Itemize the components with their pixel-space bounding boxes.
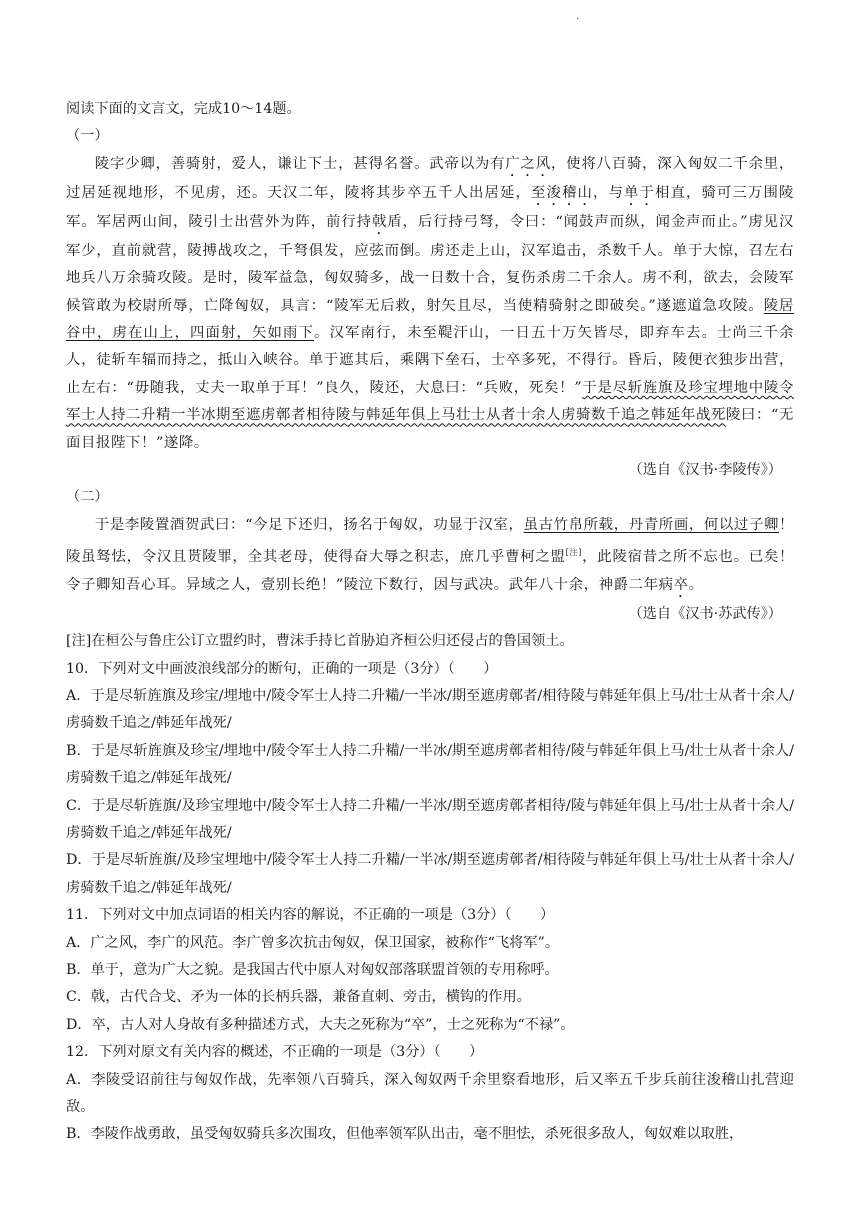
footnote-ref: [注] xyxy=(565,548,583,558)
part2-passage xyxy=(66,512,794,601)
question-11-stem: 11．下列对文中加点词语的相关内容的解说，不正确的一项是（3分）（ ） xyxy=(66,907,555,924)
question-10-option-b: B．于是尽斩旌旗及珍宝/埋地中/陵令军士人持二升糒/一半冰/期至遮虏鄣者相待/陵与韩延年俱上马/壮士从者十余人/虏骑数千追之/韩延年战死/ xyxy=(66,742,794,787)
passage-text: ，此陵宿昔之所不忘也。已矣！令子卿知吾心耳。异域之人，壹别长绝！”陵泣下数行，因与武决。武年八十余，神爵二年病 xyxy=(66,549,794,593)
question-10-stem: 10．下列对文中画波浪线部分的断句，正确的一项是（3分）（ ） xyxy=(66,660,498,677)
question-11-option-c: C．戟，古代合戈、矛为一体的长柄兵器，兼备直刺、旁击，横钩的作用。 xyxy=(66,989,531,1006)
question-11-option-b: B．单于，意为广大之貌。是我国古代中原人对匈奴部落联盟首领的专用称呼。 xyxy=(66,961,559,978)
dotted-word: 戟 xyxy=(371,213,388,230)
question-12-option-b: B．李陵作战勇敢，虽受匈奴骑兵多次围攻，但他率领军队出击，毫不胆怯，杀死很多敌人，匈奴难以取胜， xyxy=(66,1126,744,1143)
question-12-option-a: A．李陵受诏前往与匈奴作战，先率领八百骑兵，深入匈奴两千余里察看地形，后又率五千步兵前往浚稽山扎营迎敌。 xyxy=(66,1071,794,1115)
passage-text: 。 xyxy=(688,576,704,593)
passage-text: 盾，后行持弓弩，令曰：“闻鼓声而纵，闻金声而止。”虏见汉军少，直前就营，陵搏战攻之，千弩俱发，应弦而倒。虏还走上山，汉军追击，杀数千人。单于大惊，召左右地兵八万余骑攻陵。是时，陵军益急，匈奴骑多，战一日数十合，复伤杀虏二千余人。虏不利，欲去，会陵军候管敢为校尉所辱，亡降匈奴，具言：“陵军无后救，射矢且尽，当使精骑射之即破矣。”遂遮道急攻陵。 xyxy=(66,213,794,314)
header-mark: · xyxy=(576,14,580,25)
dotted-word: 至浚稽山 xyxy=(531,184,593,201)
question-12-stem: 12．下列对原文有关内容的概述，不正确的一项是（3分）（ ） xyxy=(66,1044,484,1061)
passage-text: ，与 xyxy=(593,184,624,201)
passage-text: 于是李陵置酒贺武曰：“今足下还归，扬名于匈奴，功显于汉室， xyxy=(94,516,524,533)
question-11-option-d: D．卒，古人对人身故有多种描述方式，大夫之死称为“卒”，士之死称为“不禄”。 xyxy=(66,1016,575,1033)
intro-instruction: 阅读下面的文言文，完成10～14题。 xyxy=(66,101,301,117)
passage-text: 陵字少卿，善骑射，爱人，谦让下士，甚得名誉。武帝以为有 xyxy=(94,155,506,172)
part1-label: （一） xyxy=(66,128,109,145)
footnote: [注]在桓公与鲁庄公订立盟约时，曹沫手持匕首胁迫齐桓公归还侵占的鲁国领土。 xyxy=(66,633,574,650)
question-10-option-d: D．于是尽斩旌旗/及珍宝埋地中/陵令军士人持二升糒/一半冰/期至遮虏鄣者/相待陵与韩延年俱上马/壮士从者十余人/虏骑数千追之/韩延年战死/ xyxy=(66,852,794,896)
question-11-option-a: A．广之风，李广的风范。李广曾多次抗击匈奴，保卫国家，被称作“飞将军”。 xyxy=(66,934,559,951)
part2-label: （二） xyxy=(66,489,109,506)
underlined-sentence: 虽古竹帛所载，丹青所画，何以过子卿 xyxy=(523,516,780,533)
exam-page xyxy=(66,96,794,1149)
part1-source: （选自《汉书·李陵传》） xyxy=(628,462,782,479)
part1-passage xyxy=(66,151,794,457)
dotted-word: 广之风 xyxy=(505,155,551,172)
part2-source: （选自《汉书·苏武传》） xyxy=(628,605,782,622)
passage-text: ，使将八百骑，深入匈奴二千余里，过居延视地形，不见虏，还。天汉二年，陵将其步卒五千人出居延， xyxy=(66,155,794,201)
underlined-sentence: 陵居谷中，虏在山上，四面射，矢如雨下 xyxy=(66,297,795,342)
passage-text: 相直，骑可三万围陵军。军居两山间，陵引士出营外为阵，前行持 xyxy=(66,184,794,230)
wavy-underlined-sentence: 于是尽斩旌旗及珍宝埋地中陵令军士人持二升精一半冰期至遮虏鄣者相待陵与韩延年俱上马壮士从者十余人虏骑数千追之韩延年战死 xyxy=(66,379,795,424)
dotted-word: 卒 xyxy=(673,576,689,593)
passage-text: ！陵虽驽怯，令汉且贳陵罪，全其老母，使得奋大辱之积志，庶几乎曹柯之盟 xyxy=(66,516,795,566)
dotted-word: 单于 xyxy=(624,184,655,201)
passage-text: 陵曰：“无面目报陛下！”遂降。 xyxy=(66,407,795,451)
passage-text: 。汉军南行，未至鞮汗山，一日五十万矢皆尽，即弃车去。士尚三千余人，徒斩车辐而持之，抵山入峡谷。单于遮其后，乘隅下垒石，士卒多死，不得行。昏后，陵便衣独步出营，止左右：“毋随我，丈夫一取单于耳！”良久，陵还，大息曰：“兵败，死矣！” xyxy=(66,325,794,396)
question-10-option-c: C．于是尽斩旌旗/及珍宝埋地中/陵令军士人持二升糒/一半冰/期至遮虏鄣者相待/陵与韩延年俱上马/壮士从者十余人/虏骑数千追之/韩延年战死/ xyxy=(66,797,794,841)
question-10-option-a: A．于是尽斩旌旗及珍宝/埋地中/陵令军士人持二升糒/一半冰/期至遮虏鄣者/相待陵与韩延年俱上马/壮士从者十余人/虏骑数千追之/韩延年战死/ xyxy=(66,687,794,732)
